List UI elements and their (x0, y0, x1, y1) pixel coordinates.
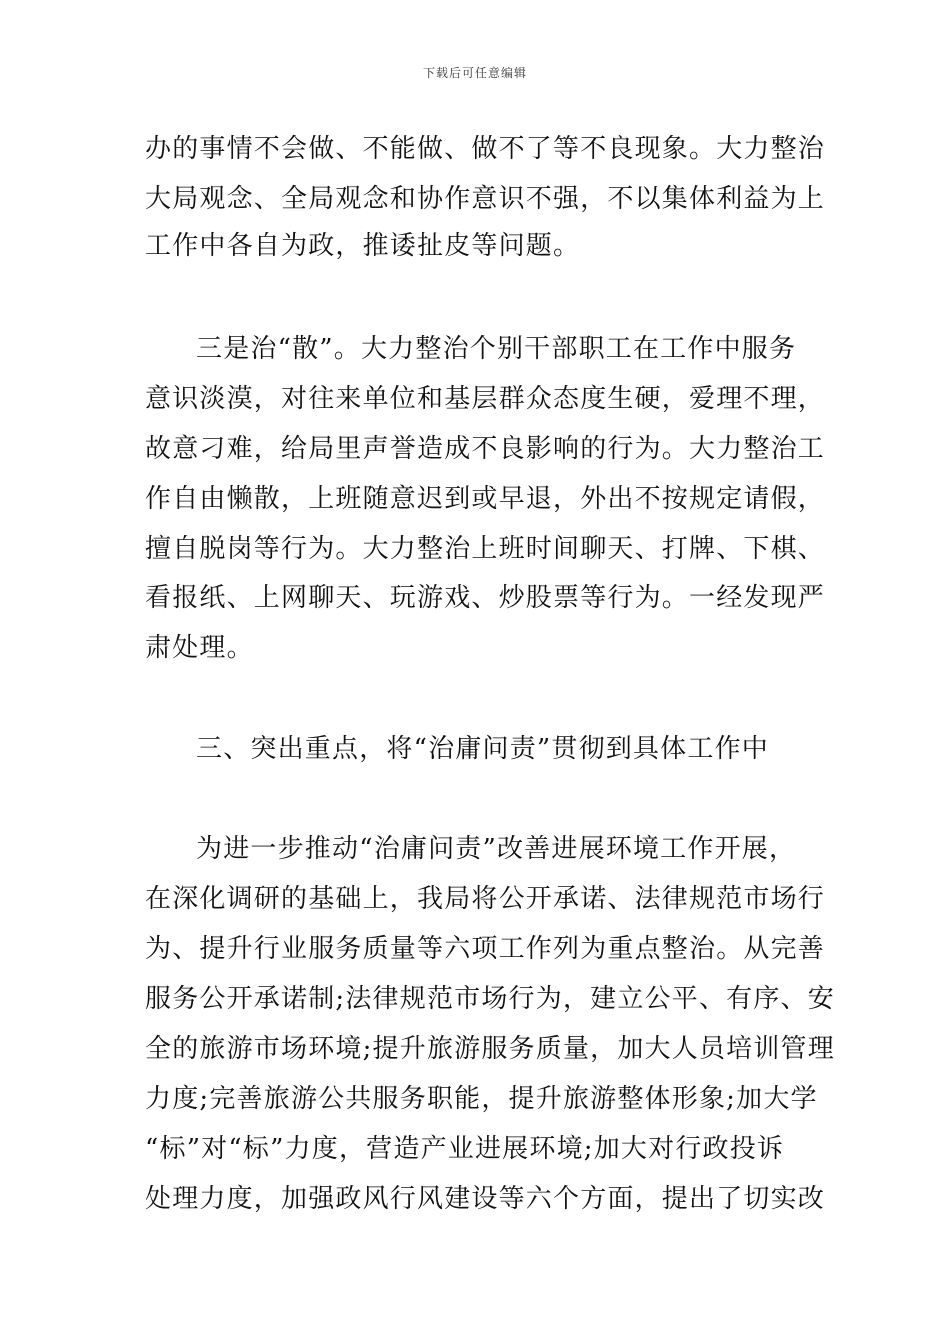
text-line: 三是治“散”。大力整治个别干部职工在工作中服务 (196, 334, 797, 364)
heading-line: 三、突出重点，将“治庸问责”贯彻到具体工作中 (196, 734, 769, 764)
text-line: 处理力度，加强政风行风建设等六个方面，提出了切实改 (145, 1184, 826, 1214)
text-line: 力度;完善旅游公共服务职能，提升旅游整体形象;加大学 (145, 1084, 818, 1114)
text-line: 工作中各自为政，推诿扯皮等问题。 (145, 231, 581, 261)
text-line: 大局观念、全局观念和协作意识不强，不以集体利益为上 (145, 184, 826, 214)
text-line: 作自由懒散，上班随意迟到或早退，外出不按规定请假， (145, 484, 826, 514)
text-line: 办的事情不会做、不能做、做不了等不良现象。大力整治 (145, 134, 826, 164)
text-line: 擅自脱岗等行为。大力整治上班时间聊天、打牌、下棋、 (145, 534, 826, 564)
text-line: 全的旅游市场环境;提升旅游服务质量，加大人员培训管理 (145, 1034, 835, 1064)
text-line: 意识淡漠，对往来单位和基层群众态度生硬，爱理不理， (145, 384, 826, 414)
text-line: 服务公开承诺制;法律规范市场行为，建立公平、有序、安 (145, 984, 835, 1014)
text-line: 故意刁难，给局里声誉造成不良影响的行为。大力整治工 (145, 434, 826, 464)
page-header: 下载后可任意编辑 (422, 66, 527, 80)
text-line: 看报纸、上网聊天、玩游戏、炒股票等行为。一经发现严 (145, 583, 826, 613)
text-line: “标”对“标”力度，营造产业进展环境;加大对行政投诉 (145, 1134, 785, 1164)
text-line: 为进一步推动“治庸问责”改善进展环境工作开展， (196, 834, 797, 864)
text-line: 为、提升行业服务质量等六项工作列为重点整治。从完善 (145, 934, 826, 964)
text-line: 肃处理。 (145, 633, 254, 663)
text-line: 在深化调研的基础上，我局将公开承诺、法律规范市场行 (145, 884, 826, 914)
